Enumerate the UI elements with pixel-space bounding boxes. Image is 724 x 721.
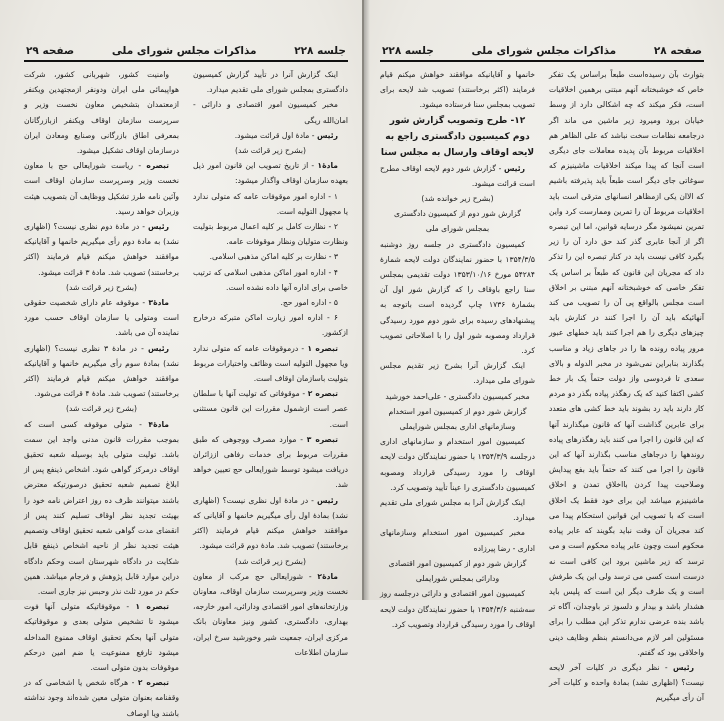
paragraph bbox=[380, 525, 535, 555]
speaker-label: رئیس bbox=[147, 343, 169, 353]
paragraph-text: - در مادهٔ اول نظری نیست؟ (اظهاری نشد) بمادهٔ اول رأی میگیریم خانمها و آقایانی که موافقند خواهش میکنم قیام فرمایند (اکثر برخاستند) تصویب شد. مادهٔ دوم قرائت میشود. bbox=[193, 495, 348, 551]
paragraph-text: گزارش شور دوم از کمیسیون دادگستری bbox=[394, 209, 521, 219]
paragraph-text: - مادهٔ اول قرائت میشود. bbox=[234, 130, 317, 140]
paragraph bbox=[380, 495, 535, 525]
paragraph-text: ۳ - نظارت بر کلیه اماکن مذهبی اسلامی. bbox=[209, 252, 338, 262]
speaker-label: رئیس bbox=[503, 163, 525, 173]
paragraph-text: مخبر کمیسیون دادگستری - علی‌احمد خورشید bbox=[385, 391, 530, 401]
paragraph-text: - موقوفه عام دارای شخصیت حقوقی است ومتولی یا سازمان اوقاف حسب مورد نماینده آن می باشد. bbox=[24, 298, 179, 338]
paragraph-text: - شورایعالی حج مرکب از معاون نخست وزیر وسرپرست سازمان اوقاف، معاونان وزارتخانه‌های امور اقتصادی ودارائی، امور خارجه، بهداری، دادگستری، کشور ونیز معاونان بانک مرکزی ایران، جمعیت شیر وخورشید سرخ ایران، سازمان اطلاعات bbox=[193, 571, 348, 657]
paragraph bbox=[193, 295, 348, 310]
speaker-label: تبصره bbox=[146, 161, 169, 171]
paragraph-text: - موقوفاتیکه متولی آنها فوت میشود تا تشخیص متولی بعدی و موقوفاتیکه متولی آنها بحکم تحقیق اوقاف ممنوع المداخله میشود تارفع ممنوعیت یا ضم امین درحکم موقوفات بدون متولی است. bbox=[24, 602, 179, 672]
header-title: مذاکرات مجلس شورای ملی bbox=[111, 45, 257, 57]
centered-line bbox=[380, 221, 535, 236]
speaker-paragraph bbox=[24, 599, 179, 675]
session-label: جلسه ۲۲۸ bbox=[294, 45, 346, 57]
speaker-paragraph bbox=[549, 660, 704, 706]
page-header bbox=[380, 44, 704, 62]
paragraph bbox=[193, 249, 348, 264]
paragraph-text: بمجلس شورای ملی bbox=[425, 224, 490, 234]
paragraph-text: ۶ - اداره امور زیارت اماکن متبرکه درخارج ازکشور. bbox=[193, 313, 348, 338]
speaker-label: مادهٔ۴ bbox=[148, 419, 169, 429]
speaker-label: مادهٔ۱ bbox=[317, 161, 338, 171]
speaker-paragraph bbox=[380, 161, 535, 191]
speaker-paragraph bbox=[193, 128, 348, 143]
header-title: مذاکرات مجلس شورای ملی bbox=[471, 45, 617, 57]
paragraph bbox=[193, 265, 348, 295]
paragraph-text: اینک گزارش آنرا به مجلس شورای ملی تقدیم میدارد. bbox=[380, 498, 535, 523]
paragraph-text: - از تاریخ تصویب این قانون امور ذیل بعهده سازمان اوقاف واگذار میشود: bbox=[193, 161, 348, 186]
speaker-label: رئیس bbox=[316, 130, 338, 140]
paragraph-text: (بشرح زیر قرائت شد) bbox=[66, 282, 137, 292]
centered-line bbox=[380, 389, 535, 404]
paragraph bbox=[193, 219, 348, 249]
session-label: جلسه ۲۲۸ bbox=[382, 45, 434, 57]
speaker-paragraph bbox=[24, 675, 179, 721]
paragraph bbox=[193, 189, 348, 219]
paragraph-text: - متولی موقوفه کسی است که بموجب مقررات قانون مدنی واجد این سمت باشد. تولیت متولی باید بوسیله شعبه تحقیق اوقاف درمرکز گواهی شود. اشخاص ذینفع پس از ابلاغ تصمیم شعبه تحقیق درصورتیکه معترض باشند میتوانند ظرف ده روز اعتراض نامه خود را بهیئت تجدید نظر اوقاف تسلیم کنند پس از انقضای مدت گواهی شعبه تحقیق اوقاف وتصمیم هیئت تجدید نظر از ناحیه اشخاص ذینفع قابل شکایت در دادگاه شهرستان است وحکم دادگاه دراین موارد قابل پژوهش و فرجام میباشد. همین حکم در مورد ثلث نذر وحبس نیز جاری است. bbox=[24, 419, 179, 596]
centered-line bbox=[193, 554, 348, 569]
paragraph-text: مخبر کمیسیون امور استخدام وسازمانهای اداری - رضا پیرزاده bbox=[380, 528, 535, 553]
speaker-label: رئیس bbox=[147, 222, 169, 232]
centered-line bbox=[24, 280, 179, 295]
paragraph bbox=[549, 67, 704, 660]
paragraph-text: (بشرح زیر قرائت شد) bbox=[66, 404, 137, 414]
page-28 bbox=[362, 0, 724, 703]
speaker-paragraph bbox=[24, 341, 179, 402]
text-columns bbox=[380, 62, 704, 706]
centered-line bbox=[380, 206, 535, 221]
speaker-paragraph bbox=[193, 569, 348, 660]
speaker-paragraph bbox=[24, 417, 179, 599]
left-column bbox=[380, 67, 535, 706]
page-header bbox=[24, 44, 348, 62]
paragraph bbox=[193, 310, 348, 340]
paragraph-text: کمیسیون امور استخدام و سازمانهای اداری درجلسه ۱۳۵۴/۳/۹ با حضور نمایندگان دولت لایحه اوقاف را مورد رسیدگی قرارداد ومصوبه کمیسیون دادگستری را عیناً تأیید وتصویب کرد. bbox=[380, 437, 535, 492]
speaker-paragraph bbox=[193, 493, 348, 554]
speaker-label: تبصره ۲ bbox=[307, 389, 338, 399]
speaker-paragraph bbox=[193, 158, 348, 188]
paragraph-text: - موارد مصرف ووجوهی که طبق مقررات مربوط برای خدمات رفاهی اززائران دریافت میشود توسط شورایعالی حج تعیین خواهد شد. bbox=[193, 434, 348, 490]
right-column bbox=[193, 67, 348, 721]
left-column bbox=[24, 67, 179, 721]
paragraph-text: - موقوفاتی که تولیت آنها با سلطان عصر است ازشمول مقررات این قانون مستثنی است. bbox=[193, 389, 348, 429]
paragraph-text: - هرگاه شخص یا اشخاصی که در وقفنامه بعنوان متولی معین شده‌اند وجود نداشته باشند ویا اوصاف bbox=[24, 678, 179, 718]
paragraph bbox=[380, 358, 535, 388]
paragraph-text: ۱ - اداره امور موقوفات عامه که متولی ندارد یا مجهول التولیه است. bbox=[193, 191, 348, 216]
paragraph-text: اینک گزارش آنرا بشرح زیر تقدیم مجلس شورای ملی میدارد. bbox=[380, 361, 535, 386]
speaker-label: تبصره ۱ bbox=[135, 602, 169, 612]
paragraph-text: مخبر کمیسیون امور اقتصادی و دارائی - امان‌الله ریگی bbox=[193, 100, 348, 125]
centered-line bbox=[380, 404, 535, 434]
paragraph-text: - ریاست شورایعالی حج با معاون نخست وزیر وسرپرست سازمان اوقاف است وآئین نامه طرز تشکیل ووظایف آن بتصویب هیئت وزیران خواهد رسید. bbox=[24, 161, 179, 216]
speaker-paragraph bbox=[193, 386, 348, 432]
speaker-label: رئیس bbox=[672, 662, 694, 672]
paragraph-text: وامنیت کشور، شهربانی کشور، شرکت هواپیمائی ملی ایران ودونفر ازمجتهدین ویکنفر ازمعتمدان بتشخیص معاون نخست وزیر و سرپرست سازمان اوقاف ویکنفر ازبازرگانان بمعرفی اطاق بازرگانی وصنایع ومعادن ایران درسازمان اوقاف تشکیل میشود. bbox=[24, 70, 179, 156]
page-number: صفحه ۲۸ bbox=[653, 45, 702, 57]
speaker-label: تبصره ۱ bbox=[307, 343, 338, 353]
right-column bbox=[549, 67, 704, 706]
speaker-label: تبصره ۳ bbox=[306, 434, 338, 444]
centered-line bbox=[24, 401, 179, 416]
paragraph bbox=[193, 97, 348, 127]
paragraph-text: ۲ - نظارت کامل بر کلیه اعمال مربوط بتولیت ونظارت متولیان ونظار موقوفات عامه. bbox=[193, 222, 348, 247]
paragraph-text: کمیسیون دادگستری در جلسه روز دوشنبه ۱۳۵۴/۳/۵ با حضور نمایندگان دولت لایحه شمارهٔ ۵۴۲۸۴ مورخ ۱۳۵۳/۱۰/۱۶ دولت تقدیمی بمجلس سنا راجع باوقاف را که گزارش شور اول آن بشمارهٔ ۱۷۳۶ چاپ گردیده است باتوجه به پیشنهادهای رسیده برای شور دوم مورد رسیدگی قرارداد ومصوبه شور اول را با اصلاحاتی تصویب کرد. bbox=[380, 239, 536, 356]
paragraph-text: اینک گزارش آنرا در تأیید گزارش کمیسیون دادگستری بمجلس شورای ملی تقدیم میدارد. bbox=[193, 70, 348, 95]
paragraph-text: - نظر دیگری در کلیات آخر لایحه نیست؟ (اظهاری نشد) بمادهٔ واحده و کلیات آخر آن رأی میگیریم bbox=[549, 662, 704, 703]
paragraph bbox=[380, 237, 535, 359]
speaker-paragraph bbox=[193, 341, 348, 387]
centered-line bbox=[380, 556, 535, 586]
paragraph-text: (بشرح زیر قرائت شد) bbox=[235, 556, 306, 566]
paragraph-text: گزارش شور دوم از کمیسیون امور استخدام وسازمانهای اداری بمجلس شورایملی bbox=[388, 406, 527, 432]
paragraph bbox=[380, 434, 535, 495]
paragraph-text: - در مادهٔ ۳ نظری نیست؟ (اظهاری نشد) بمادهٔ سوم رأی میگیریم خانمها و آقایانیکه موافقند خواهش میکنم قیام فرمایند (اکثر برخاستند) تصویب شد. مادهٔ ۴ قرائت می‌شود. bbox=[24, 343, 179, 399]
paragraph-text: ۵ - اداره امور حج. bbox=[280, 298, 338, 308]
paragraph-text: - درموقوفات عامه که متولی ندارد ویا مجهول التولیه است وظائف واختیارات مربوط بتولیت باسازمان اوقاف است. bbox=[193, 343, 348, 384]
speaker-paragraph bbox=[24, 158, 179, 219]
speaker-paragraph bbox=[24, 295, 179, 341]
paragraph-text: (بشرح زیر قرائت شد) bbox=[235, 146, 306, 156]
centered-line bbox=[193, 143, 348, 158]
speaker-paragraph bbox=[193, 432, 348, 493]
paragraph-text: - گزارش شور دوم لایحه اوقاف مطرح است قرائت میشود. bbox=[380, 163, 535, 188]
page-29 bbox=[0, 0, 362, 718]
paragraph-text: - در مادهٔ دوم نظری نیست؟ (اظهاری نشد) به مادهٔ دوم رأی میگیریم خانمها و آقایانیکه موافقند خواهش میکنم قیام فرمایند (اکثر برخاستند) تصویب شد. مادهٔ ۳ قرائت میشود. bbox=[24, 222, 179, 277]
paragraph-text: خانمها و آقایانیکه موافقند خواهش میکنم قیام فرمایند (اکثر برخاستند) تصویب شد لایحه برای تصویب بمجلس سنا فرستاده میشود. bbox=[380, 70, 535, 110]
speaker-label: تبصره ۲ bbox=[137, 678, 169, 688]
speaker-label: مادهٔ۳ bbox=[148, 298, 169, 308]
paragraph bbox=[24, 67, 179, 158]
paragraph-text: ۴ - اداره امور اماکن مذهبی اسلامی که ترتیب خاصی برای اداره آنها داده نشده است. bbox=[193, 267, 348, 292]
speaker-label: مادهٔ۲ bbox=[317, 571, 338, 581]
paragraph bbox=[380, 67, 535, 113]
paragraph-text: گزارش شور دوم از کمیسیون امور اقتصادی ودارائی بمجلس شورایملی bbox=[388, 558, 527, 584]
section-heading bbox=[380, 113, 535, 161]
page-number: صفحه ۲۹ bbox=[26, 45, 75, 57]
paragraph-text: کمیسیون امور اقتصادی و دارائی درجلسه روز سه‌شنبه ۱۳۵۴/۳/۶ با حضور نمایندگان دولت لایحه اوقاف را مورد رسیدگی قرارداد وتصویب کرد. bbox=[380, 589, 535, 629]
speaker-label: رئیس bbox=[316, 495, 338, 505]
paragraph-text: ۱۲- طرح وتصویب گزارش شور دوم کمیسیون دادگستری راجع به لایحه اوقاف وارسال به مجلس سنا bbox=[380, 115, 535, 158]
paragraph-text: (بشرح زیر خوانده شد) bbox=[421, 194, 494, 204]
centered-line bbox=[380, 191, 535, 206]
paragraph bbox=[193, 67, 348, 97]
text-columns bbox=[24, 62, 348, 721]
speaker-paragraph bbox=[24, 219, 179, 280]
paragraph bbox=[380, 586, 535, 632]
paragraph-text: بتوارث بآن رسیده‌است طبعاً براساس یک تفکر خاص که خوشبختانه آنهم مبتنی برهمین اخلاقیات است، فکر میکند که چه اشکالی دارد از وسط خیابان برود ومیرود زیر ماشین می ماند اگر درجامعه نظامات سخت نباشد که علی الظاهر هم اخلاقیات مربوط بآن پدیده معاملات جای دیگری است آنجا که پیدا میکند اخلاقیات ماشینیزم که سوغاتی جای دیگر است طبعاً باید پذیرفته باشیم که الاان یکی ازمظاهر انسانهای مترقی است باید اخلاقیات مربوط آن را تمرین وممارست کرد واین تمرین نمیشود مگر درسایه قوانین، اما این تبصره اگر از آنجا عابری گذر کند حق دارد آن را زیر بگیرد کافی نیست باید در کنار تبصره این را تذکر داد که مجریان این قانون که طبعاً بر اساس یک تفکر خاصی که خوشبختانه آنهم مبتنی بر اخلاق است مجلس بالواقع پی آن را تصویب می کند آنهائیکه باید آن را اجرا کنند در کنارش باید چیزهای دیگری را هم اجرا کنند باید خطهای عبور مرور پیاده رونده ها را در جاهای زیاد و مناسب بگذارند بنابراین نمی‌شود در مخبر الدوله و بالای سعدی تا فردوسی واز دولت حتماً یک بار خط کشی اکتفا کنید که یک رهگذر پیاده بگذر دو مردم کار دارند باید رد بشوند باید خط کشی های متعدد برای عابرین گذاشت آنها که قانون میگذارند آنها که این قانون را اجرا می کنند باید رهگذرهای پیاده روندهها را درجاهای مناسب بگذارند آنها که این قانون را اجرا می کنند که حتماً باید بفع پیدایش وصلاحیت پیدا کردن بااخلاق تمدن و اخلاق ماشینیزم میباشد این برای خود فقط یک اخلاق است که با تصویب این قوانین استحکام پیدا می کند مجریان آن وقت نباید بگویند که عابر پیاده محکوم است وچون عابر پیاده محکوم است و می ترسد که زیر ماشین برود این کافی است نه درست است کسی می ترسد ولی این یک طرفش است و یک طرف دیگر این است که پلیس باید هشدار باشد و بیدار و دلسوز تر باوجدان، آگاه تر باشد بنده عرضی ندارم تذکر این مطلب را برای مسئولین امر لازم می‌دانستم بنظم وظایف دینی واخلاقی بود که گفتم. bbox=[549, 70, 704, 657]
